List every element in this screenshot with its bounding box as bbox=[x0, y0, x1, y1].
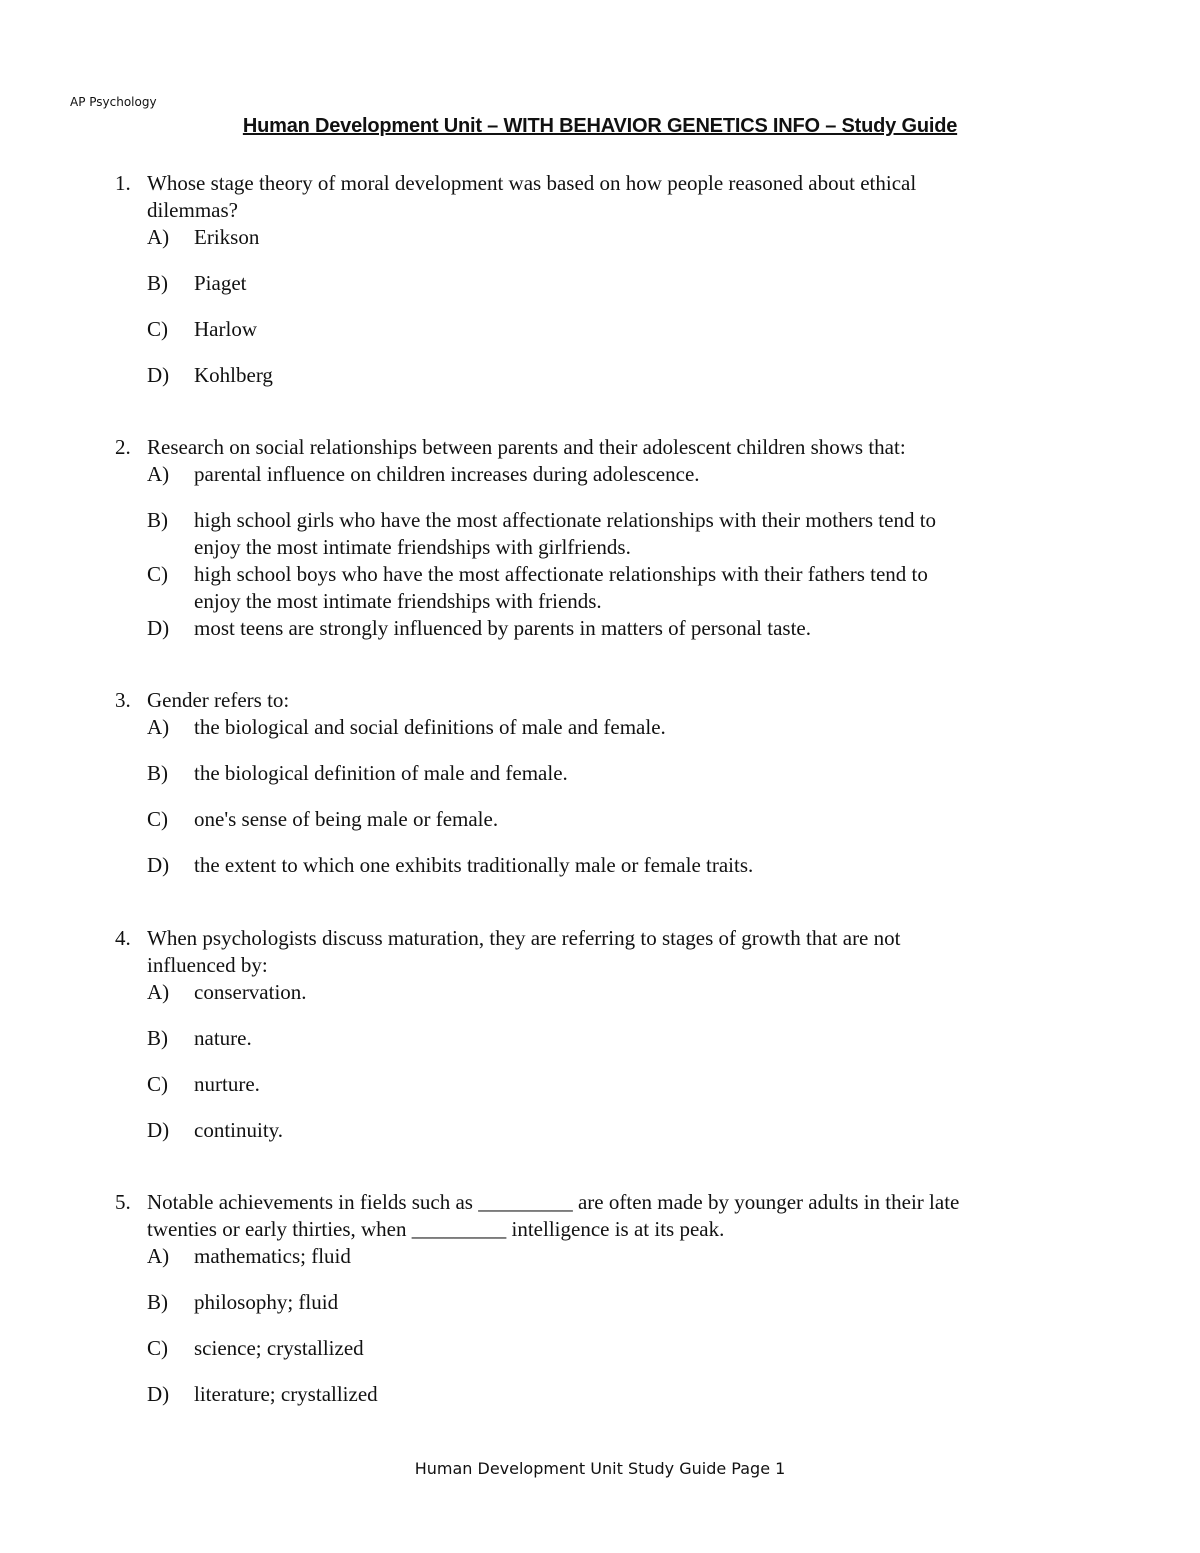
choice-letter: B) bbox=[147, 761, 168, 785]
choice-c bbox=[147, 316, 965, 343]
choice-text: Harlow bbox=[194, 317, 257, 341]
choice-text: science; crystallized bbox=[194, 1336, 364, 1360]
question-text: Gender refers to: bbox=[147, 688, 290, 712]
choice-letter: C) bbox=[147, 562, 168, 586]
choice-text: Erikson bbox=[194, 225, 260, 249]
choice-text: literature; crystallized bbox=[194, 1382, 378, 1406]
choice-a bbox=[147, 224, 965, 251]
choice-text: the biological definition of male and female. bbox=[194, 761, 568, 785]
choice-list bbox=[147, 1243, 965, 1408]
choice-a bbox=[147, 979, 965, 1006]
question-number: 5. bbox=[115, 1190, 131, 1214]
choice-letter: D) bbox=[147, 1118, 170, 1142]
choice-c bbox=[147, 1335, 965, 1362]
choice-text: parental influence on children increases during adolescence. bbox=[194, 462, 700, 486]
choice-letter: B) bbox=[147, 1290, 168, 1314]
question-5 bbox=[115, 1189, 965, 1408]
question-text: Research on social relationships between parents and their adolescent children shows that: bbox=[147, 435, 906, 459]
choice-text: conservation. bbox=[194, 980, 307, 1004]
choice-text: one's sense of being male or female. bbox=[194, 807, 499, 831]
page-footer: Human Development Unit Study Guide Page 1 bbox=[414, 1459, 786, 1478]
choice-letter: A) bbox=[147, 980, 170, 1004]
choice-text: high school girls who have the most affectionate relationships with their mothers tend to enjoy the most intimate friendships with girlfriends. bbox=[194, 508, 937, 559]
choice-text: continuity. bbox=[194, 1118, 284, 1142]
choice-a bbox=[147, 1243, 965, 1270]
choice-letter: B) bbox=[147, 508, 168, 532]
choice-text: high school boys who have the most affectionate relationships with their fathers tend to enjoy the most intimate friendships with friends. bbox=[194, 562, 928, 613]
choice-b bbox=[147, 1289, 965, 1316]
question-2 bbox=[115, 434, 965, 642]
choice-letter: B) bbox=[147, 1026, 168, 1050]
choice-b bbox=[147, 507, 965, 561]
question-number: 4. bbox=[115, 926, 131, 950]
choice-d bbox=[147, 852, 965, 879]
question-text: Whose stage theory of moral development was based on how people reasoned about ethical dilemmas? bbox=[147, 171, 917, 222]
choice-list bbox=[147, 714, 965, 879]
choice-letter: A) bbox=[147, 462, 170, 486]
choice-a bbox=[147, 714, 965, 741]
choice-b bbox=[147, 760, 965, 787]
question-number: 3. bbox=[115, 688, 131, 712]
choice-letter: D) bbox=[147, 363, 170, 387]
choice-list bbox=[147, 461, 965, 642]
choice-a bbox=[147, 461, 965, 488]
choice-text: Kohlberg bbox=[194, 363, 273, 387]
choice-text: most teens are strongly influenced by parents in matters of personal taste. bbox=[194, 616, 811, 640]
choice-letter: D) bbox=[147, 853, 170, 877]
choice-text: nurture. bbox=[194, 1072, 260, 1096]
question-number: 1. bbox=[115, 171, 131, 195]
choice-letter: A) bbox=[147, 1244, 170, 1268]
question-text: Notable achievements in fields such as _________ are often made by younger adults in their late twenties or early thirties, when _________ intelligence is at its peak. bbox=[147, 1190, 960, 1241]
choice-list bbox=[147, 979, 965, 1144]
choice-d bbox=[147, 615, 965, 642]
choice-letter: C) bbox=[147, 1336, 168, 1360]
choice-letter: C) bbox=[147, 317, 168, 341]
choice-c bbox=[147, 1071, 965, 1098]
choice-text: the biological and social definitions of male and female. bbox=[194, 715, 666, 739]
choice-letter: C) bbox=[147, 807, 168, 831]
choice-b bbox=[147, 270, 965, 297]
question-text: When psychologists discuss maturation, they are referring to stages of growth that are not influenced by: bbox=[147, 926, 901, 977]
choice-letter: C) bbox=[147, 1072, 168, 1096]
question-list bbox=[115, 170, 965, 1408]
choice-letter: D) bbox=[147, 616, 170, 640]
question-4 bbox=[115, 925, 965, 1144]
choice-letter: B) bbox=[147, 271, 168, 295]
choice-text: mathematics; fluid bbox=[194, 1244, 351, 1268]
page-title: Human Development Unit – WITH BEHAVIOR GENETICS INFO – Study Guide bbox=[242, 115, 958, 137]
choice-d bbox=[147, 1117, 965, 1144]
choice-d bbox=[147, 362, 965, 389]
choice-text: Piaget bbox=[194, 271, 247, 295]
choice-text: the extent to which one exhibits traditionally male or female traits. bbox=[194, 853, 754, 877]
choice-c bbox=[147, 561, 965, 615]
choice-text: nature. bbox=[194, 1026, 252, 1050]
choice-c bbox=[147, 806, 965, 833]
choice-letter: A) bbox=[147, 225, 170, 249]
choice-d bbox=[147, 1381, 965, 1408]
course-header: AP Psychology bbox=[70, 95, 157, 109]
choice-letter: D) bbox=[147, 1382, 170, 1406]
question-3 bbox=[115, 687, 965, 879]
choice-b bbox=[147, 1025, 965, 1052]
choice-text: philosophy; fluid bbox=[194, 1290, 339, 1314]
question-1 bbox=[115, 170, 965, 389]
choice-list bbox=[147, 224, 965, 389]
choice-letter: A) bbox=[147, 715, 170, 739]
question-number: 2. bbox=[115, 435, 131, 459]
